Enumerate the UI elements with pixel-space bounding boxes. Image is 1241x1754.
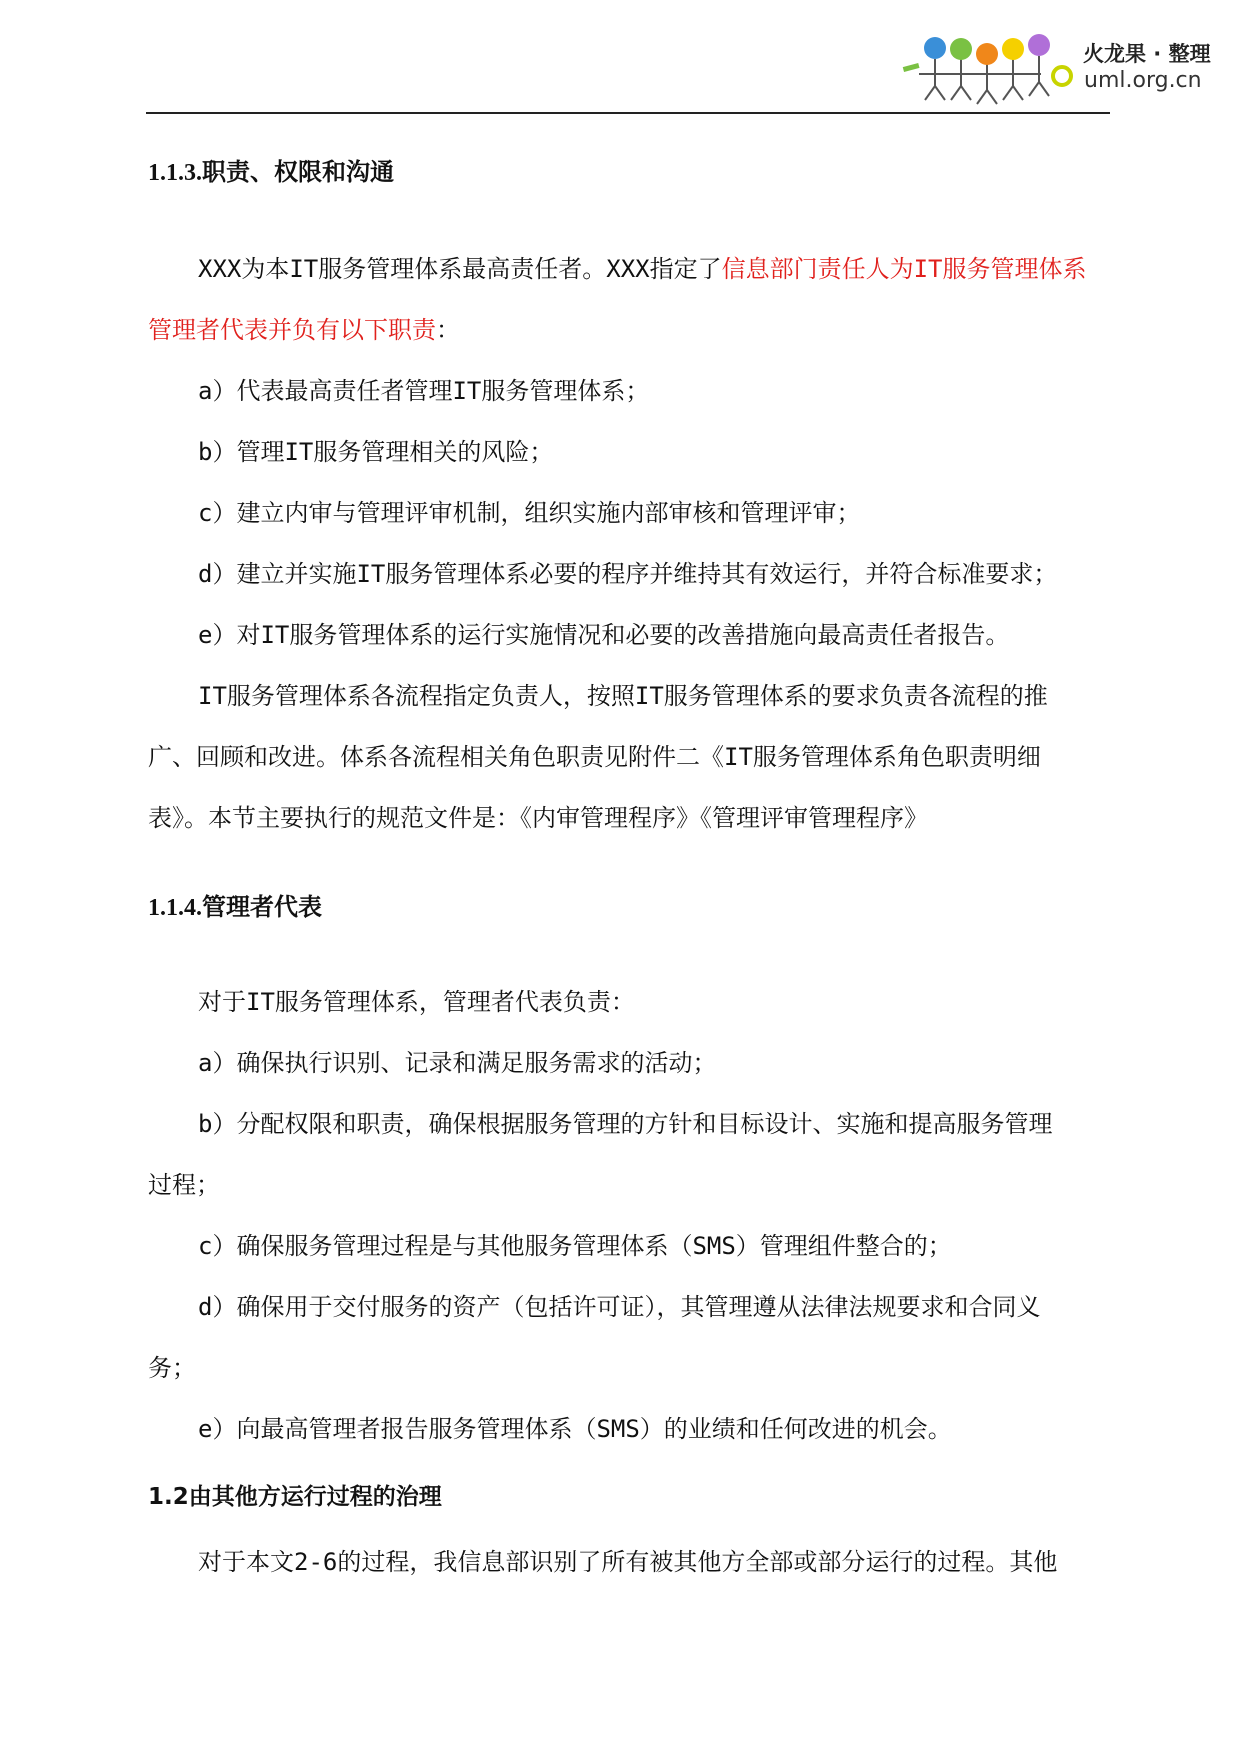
paragraph-line: 表》。本节主要执行的规范文件是：《内审管理程序》《管理评审管理程序》 [148, 804, 928, 832]
intro-text: ： [436, 316, 460, 344]
intro-text: XXX为本IT服务管理体系最高责任者。XXX指定了 [198, 255, 722, 283]
list-item: a）代表最高责任者管理IT服务管理体系； [198, 377, 650, 405]
heading-1-1-4: 1.1.4.管理者代表 [148, 895, 322, 921]
header-logo [895, 28, 1215, 112]
heading-1-2: 1.2由其他方运行过程的治理 [148, 1484, 442, 1510]
list-item: a）确保执行识别、记录和满足服务需求的活动； [198, 1049, 717, 1077]
list-item: b）管理IT服务管理相关的风险； [198, 438, 554, 466]
logo-title: 火龙果 · 整理 [1083, 42, 1211, 66]
logo-url: uml.org.cn [1084, 68, 1202, 93]
intro-highlight: 管理者代表并负有以下职责 [148, 316, 436, 344]
paragraph-intro-line-2 [148, 315, 460, 345]
list-item: b）分配权限和职责，确保根据服务管理的方针和目标设计、实施和提高服务管理 [198, 1110, 1053, 1138]
paragraph-line: 广、回顾和改进。体系各流程相关角色职责见附件二《IT服务管理体系角色职责明细 [148, 743, 1041, 771]
paragraph-line: IT服务管理体系各流程指定负责人，按照IT服务管理体系的要求负责各流程的推 [198, 682, 1048, 710]
paragraph-line: 对于本文2-6的过程，我信息部识别了所有被其他方全部或部分运行的过程。其他 [198, 1548, 1058, 1576]
list-item: e）对IT服务管理体系的运行实施情况和必要的改善措施向最高责任者报告。 [198, 621, 1010, 649]
list-item-continuation: 务； [148, 1354, 196, 1382]
list-item: c）建立内审与管理评审机制，组织实施内部审核和管理评审； [198, 499, 861, 527]
list-item: c）确保服务管理过程是与其他服务管理体系（SMS）管理组件整合的； [198, 1232, 952, 1260]
paragraph-intro-line-1 [198, 254, 1087, 284]
heading-1-1-3: 1.1.3.职责、权限和沟通 [148, 160, 394, 186]
list-item: d）建立并实施IT服务管理体系必要的程序并维持其有效运行，并符合标准要求； [198, 560, 1058, 588]
header-divider [146, 112, 1110, 114]
list-item: d）确保用于交付服务的资产（包括许可证），其管理遵从法律法规要求和合同义 [198, 1293, 1041, 1321]
intro-highlight: 信息部门责任人为IT服务管理体系 [721, 255, 1087, 283]
list-item-continuation: 过程； [148, 1171, 220, 1199]
logo-figures-icon [895, 28, 1075, 112]
paragraph-line: 对于IT服务管理体系，管理者代表负责： [198, 988, 635, 1016]
list-item: e）向最高管理者报告服务管理体系（SMS）的业绩和任何改进的机会。 [198, 1415, 952, 1443]
